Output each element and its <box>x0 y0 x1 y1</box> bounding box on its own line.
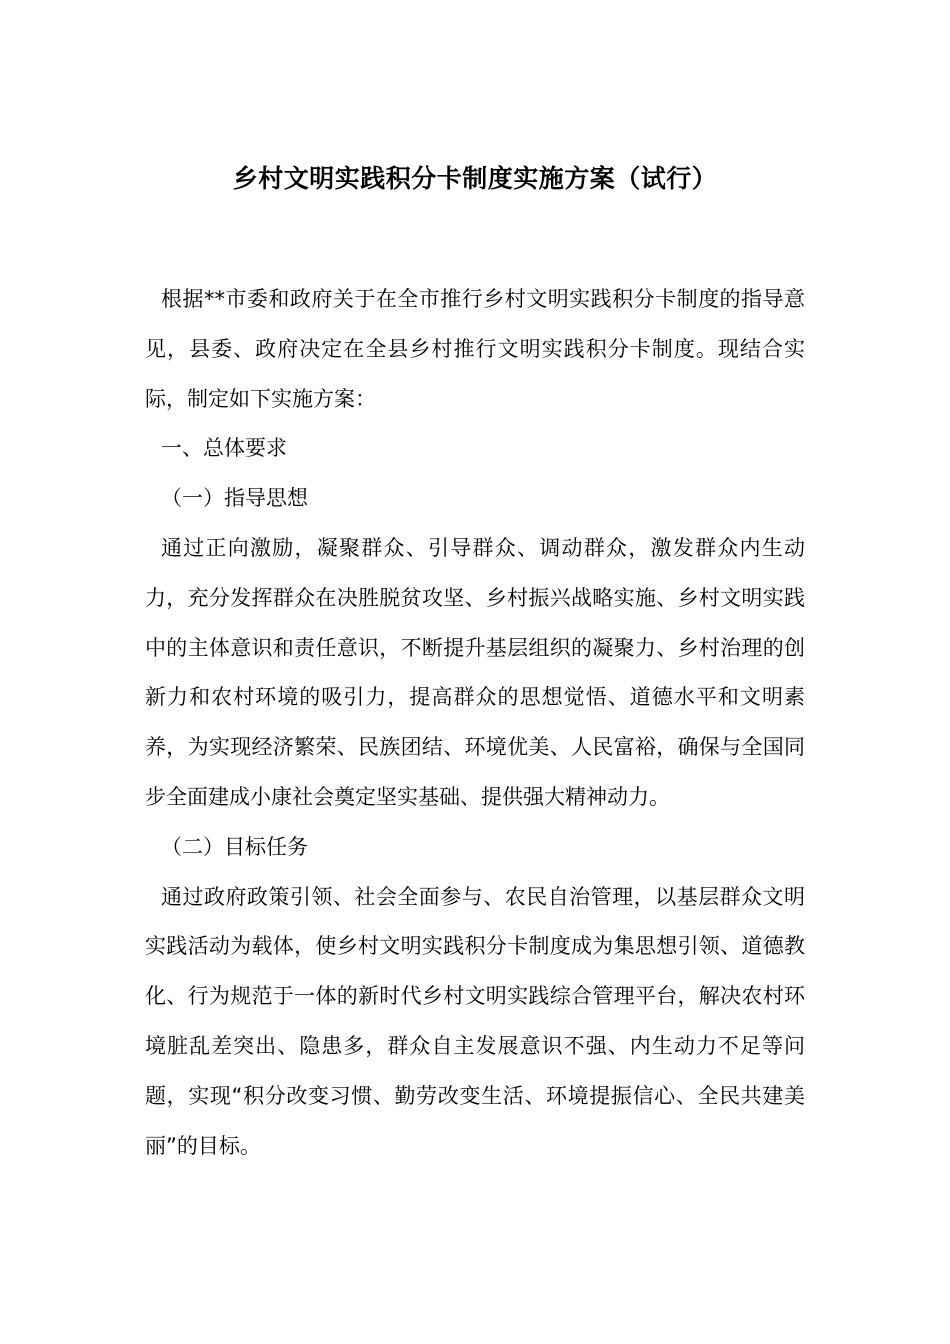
objectives-paragraph: 通过政府政策引领、社会全面参与、农民自治管理，以基层群众文明实践活动为载体，使乡村文明实践积分卡制度成为集思想引领、道德教化、行为规范于一体的新时代乡村文明实践综合管理平台，解决农村环境脏乱差突出、隐患多，群众自主发展意识不强、内生动力不足等问题，实现“积分改变习惯、勤劳改变生活、环境提振信心、全民共建美丽”的目标。 <box>145 884 805 1158</box>
section-heading-general-requirements: 一、总体要求 <box>161 436 287 461</box>
document-title: 乡村文明实践积分卡制度实施方案（试行） <box>232 164 718 193</box>
intro-paragraph: 根据**市委和政府关于在全市推行乡村文明实践积分卡制度的指导意见，县委、政府决定在全县乡村推行文明实践积分卡制度。现结合实际，制定如下实施方案： <box>145 287 805 411</box>
subsection-heading-objectives: （二）目标任务 <box>161 834 308 859</box>
document-body <box>145 275 805 1171</box>
guiding-ideology-paragraph: 通过正向激励，凝聚群众、引导群众、调动群众，激发群众内生动力，充分发挥群众在决胜脱贫攻坚、乡村振兴战略实施、乡村文明实践中的主体意识和责任意识，不断提升基层组织的凝聚力、乡村治理的创新力和农村环境的吸引力，提高群众的思想觉悟、道德水平和文明素养，为实现经济繁荣、民族团结、环境优美、人民富裕，确保与全国同步全面建成小康社会奠定坚实基础、提供强大精神动力。 <box>145 535 805 809</box>
subsection-heading-guiding-ideology: （一）指导思想 <box>161 486 308 511</box>
